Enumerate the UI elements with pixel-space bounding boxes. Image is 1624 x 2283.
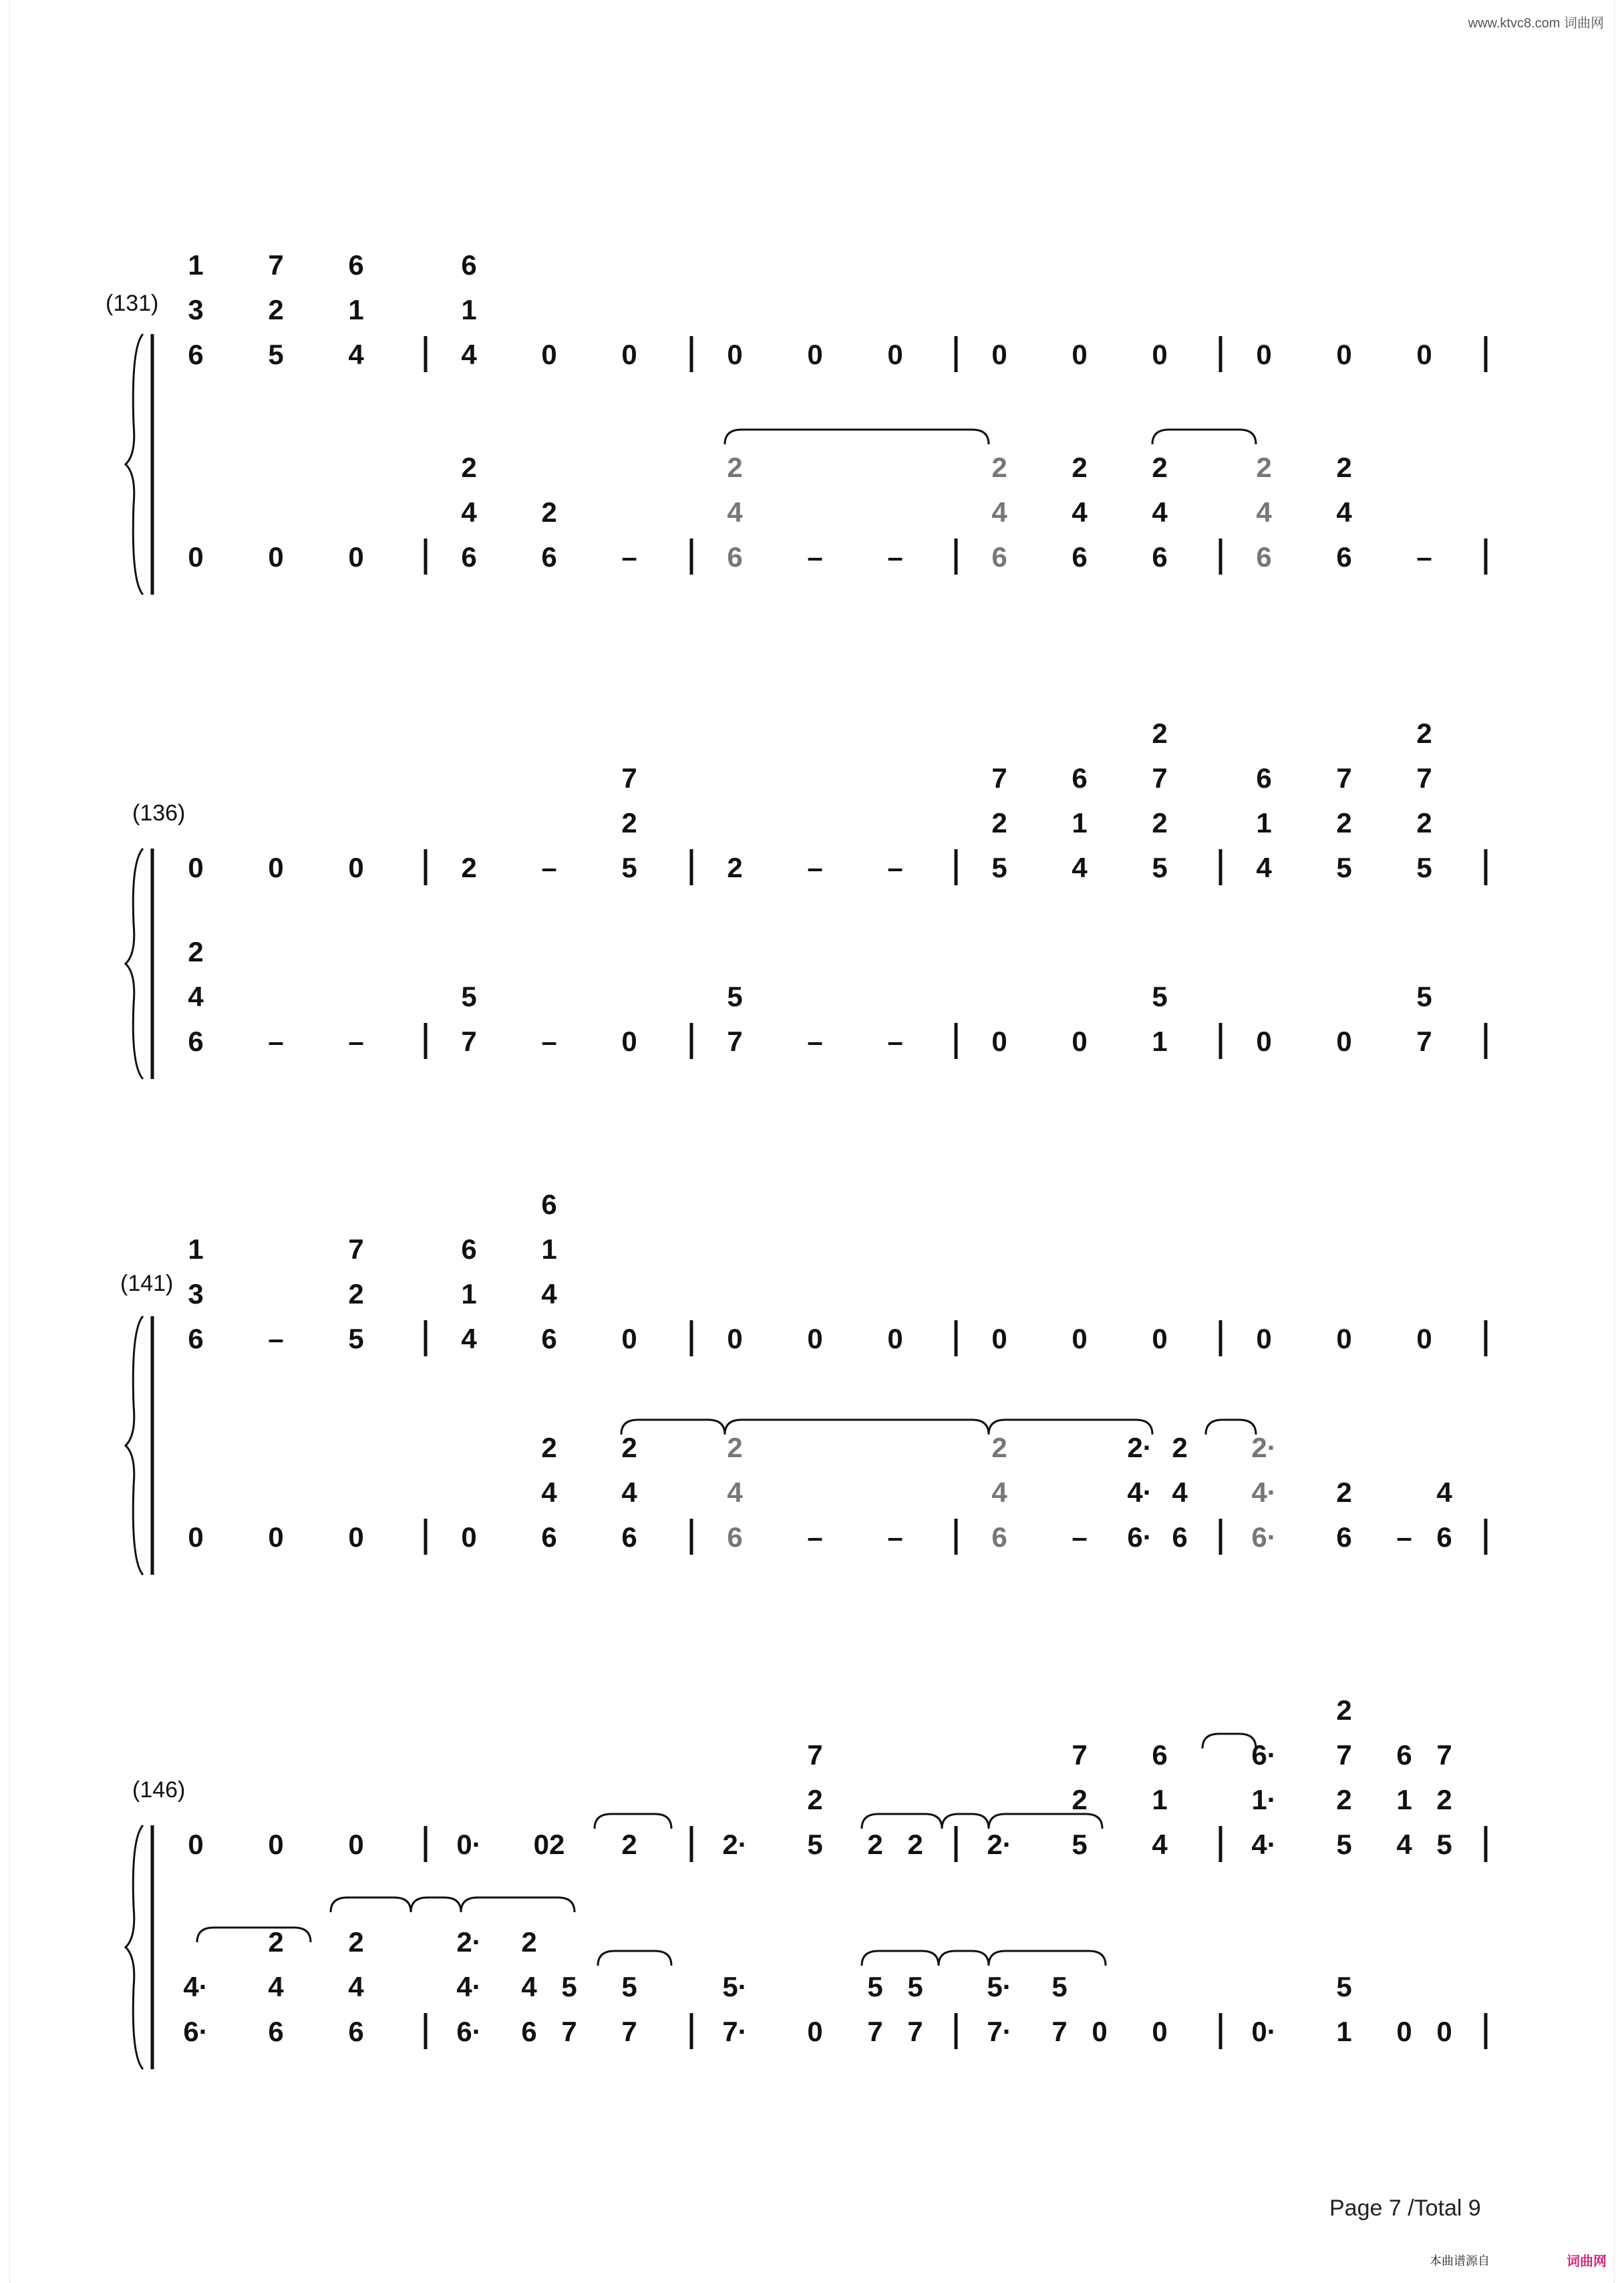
rest-note: 0· — [1251, 2016, 1277, 2047]
note-digit: 2 — [1072, 452, 1088, 483]
note-digit: 6 — [991, 1521, 1007, 1553]
note-digit: 5 — [991, 852, 1007, 883]
note-digit: 6 — [541, 1521, 557, 1553]
note-digit: 6 — [991, 541, 1007, 573]
note-digit: 5 — [268, 339, 284, 370]
rest-note: 0 — [1072, 1026, 1088, 1057]
note-digit: 2 — [907, 1829, 923, 1860]
note-digit: 6 — [188, 1323, 204, 1354]
rest-note: 0 — [348, 1521, 364, 1553]
note-digit: 4 — [1336, 496, 1352, 528]
note-digit: 2 — [461, 852, 477, 883]
note-digit: 2 — [621, 807, 637, 839]
rest-note: 0 — [1416, 1323, 1432, 1354]
note-digit: 6 — [521, 2016, 537, 2047]
note-digit: 2 — [1416, 807, 1432, 839]
note-digit: 3 — [188, 1278, 204, 1310]
note-digit: 1 — [1256, 807, 1272, 839]
note-digit: 5 — [1416, 981, 1432, 1012]
note-digit: 6 — [268, 2016, 284, 2047]
note-digit: 6 — [541, 1189, 557, 1220]
dash-mark: – — [807, 1521, 823, 1553]
note-digit: 3 — [188, 294, 204, 325]
note-digit: 2· — [1127, 1432, 1152, 1463]
note-digit: 4 — [1072, 852, 1088, 883]
rest-note: 0· — [456, 1829, 482, 1860]
dash-mark: – — [887, 1521, 903, 1553]
dash-mark: – — [541, 1026, 557, 1057]
dash-mark: – — [1416, 541, 1432, 573]
slur-tie — [725, 1420, 989, 1434]
rest-note: 0 — [621, 339, 637, 370]
rest-note: 0 — [887, 1323, 903, 1354]
note-digit: 1 — [348, 294, 364, 325]
note-digit: 7 — [727, 1026, 743, 1057]
note-digit: 5 — [727, 981, 743, 1012]
note-digit: 6 — [1336, 1521, 1352, 1553]
note-digit: 7 — [1072, 1739, 1088, 1771]
note-digit: 6 — [1172, 1521, 1188, 1553]
note-digit: 2 — [1256, 452, 1272, 483]
note-digit: 6· — [1127, 1521, 1152, 1553]
note-digit: 1 — [1396, 1784, 1412, 1815]
note-digit: 2· — [722, 1829, 748, 1860]
note-digit: 4 — [991, 496, 1007, 528]
note-digit: 4 — [461, 496, 477, 528]
note-digit: 2 — [727, 1432, 743, 1463]
rest-note: 0 — [1152, 1323, 1168, 1354]
note-digit: 1 — [1152, 1026, 1168, 1057]
note-digit: 6 — [1256, 541, 1272, 573]
rest-note: 0 — [1336, 1323, 1352, 1354]
note-digit: 6· — [1251, 1739, 1277, 1771]
rest-note: 0 — [1256, 339, 1272, 370]
note-digit: 1· — [1251, 1784, 1277, 1815]
note-digit: 2· — [987, 1829, 1012, 1860]
note-digit: 4· — [1251, 1477, 1277, 1508]
note-digit: 4 — [188, 981, 204, 1012]
rest-note: 0 — [621, 1026, 637, 1057]
slur-tie — [862, 1951, 939, 1966]
note-digit: 6 — [461, 249, 477, 281]
note-digit: 4 — [1256, 496, 1272, 528]
rest-note: 0 — [268, 541, 284, 573]
note-digit: 2 — [348, 1278, 364, 1310]
note-digit: 2 — [268, 1926, 284, 1958]
rest-note: 0 — [1072, 1323, 1088, 1354]
note-digit: 6 — [348, 249, 364, 281]
note-digit: 4 — [541, 1278, 557, 1310]
note-digit: 5· — [987, 1971, 1012, 2002]
rest-note: 0 — [541, 339, 557, 370]
slur-tie — [939, 1951, 989, 1966]
rest-note: 0 — [188, 1829, 204, 1860]
note-digit: 5 — [1336, 1829, 1352, 1860]
note-digit: 6· — [183, 2016, 208, 2047]
note-digit: 6 — [541, 541, 557, 573]
note-digit: 6 — [621, 1521, 637, 1553]
rest-note: 0 — [991, 1026, 1007, 1057]
note-digit: 4 — [461, 339, 477, 370]
note-digit: 2 — [348, 1926, 364, 1958]
note-digit: 6 — [461, 541, 477, 573]
rest-note: 0 — [268, 1829, 284, 1860]
note-digit: 1 — [541, 1233, 557, 1265]
note-digit: 4 — [461, 1323, 477, 1354]
note-digit: 4 — [1152, 496, 1168, 528]
note-digit: 7 — [1336, 762, 1352, 794]
rest-note: 0 — [1396, 2016, 1412, 2047]
note-digit: 7· — [722, 2016, 748, 2047]
system-brace — [126, 1316, 143, 1575]
note-digit: 2 — [1152, 718, 1168, 749]
note-digit: 1 — [461, 1278, 477, 1310]
note-digit: 7· — [987, 2016, 1012, 2047]
note-digit: 5· — [722, 1971, 748, 2002]
rest-note: 0 — [188, 852, 204, 883]
note-digit: 4 — [541, 1477, 557, 1508]
dash-mark: – — [1072, 1521, 1088, 1553]
note-digit: 6 — [727, 541, 743, 573]
note-digit: 6 — [727, 1521, 743, 1553]
note-digit: 2 — [1336, 1784, 1352, 1815]
note-digit: 2 — [541, 1432, 557, 1463]
note-digit: 5 — [1072, 1829, 1088, 1860]
note-digit: 6 — [1256, 762, 1272, 794]
rest-note: 0 — [621, 1323, 637, 1354]
note-digit: 2· — [1251, 1432, 1277, 1463]
note-digit: 6 — [1336, 541, 1352, 573]
note-digit: 5 — [561, 1971, 577, 2002]
note-digit: 2 — [1336, 1694, 1352, 1726]
page-indicator: Page 7 /Total 9 — [1329, 2195, 1481, 2221]
note-digit: 2 — [461, 452, 477, 483]
note-digit: 7 — [867, 2016, 883, 2047]
note-digit: 6 — [1396, 1739, 1412, 1771]
slur-tie — [1206, 1420, 1256, 1434]
note-digit: 2 — [1152, 807, 1168, 839]
note-digit: 2 — [1436, 1784, 1452, 1815]
note-digit: 7 — [461, 1026, 477, 1057]
rest-note: 0 — [807, 2016, 823, 2047]
measure-number: (131) — [106, 291, 159, 316]
note-digit: 2 — [621, 1829, 637, 1860]
note-digit: 5 — [1152, 852, 1168, 883]
note-digit: 2 — [867, 1829, 883, 1860]
note-digit: 2 — [991, 807, 1007, 839]
credit-text: 本曲谱源自 — [1430, 2254, 1490, 2268]
note-digit: 7 — [621, 762, 637, 794]
rest-note: 0 — [991, 1323, 1007, 1354]
brand-logo: 词曲网 — [1567, 2254, 1607, 2269]
slur-tie — [461, 1897, 575, 1912]
note-digit: 4 — [1072, 496, 1088, 528]
rest-note: 0 — [188, 541, 204, 573]
rest-note: 0 — [1256, 1026, 1272, 1057]
note-digit: 2 — [268, 294, 284, 325]
note-digit: 6· — [456, 2016, 482, 2047]
slur-tie — [1152, 430, 1256, 444]
dash-mark: – — [807, 541, 823, 573]
note-digit: 2 — [727, 852, 743, 883]
rest-note: 0 — [1092, 2016, 1108, 2047]
rest-note: 0 — [1336, 339, 1352, 370]
note-digit: 4 — [268, 1971, 284, 2002]
note-digit: 4 — [348, 1971, 364, 2002]
slur-tie — [862, 1814, 942, 1829]
note-digit: 2 — [807, 1784, 823, 1815]
rest-note: 0 — [1336, 1026, 1352, 1057]
note-digit: 4 — [727, 496, 743, 528]
note-digit: 7 — [561, 2016, 577, 2047]
note-digit: 4· — [183, 1971, 208, 2002]
note-digit: 5 — [621, 852, 637, 883]
note-digit: 4 — [1436, 1477, 1452, 1508]
note-digit: 2 — [621, 1432, 637, 1463]
slur-tie — [598, 1951, 671, 1966]
note-digit: 7 — [1152, 762, 1168, 794]
note-digit: 7 — [991, 762, 1007, 794]
note-digit: 6 — [1072, 541, 1088, 573]
slur-tie — [942, 1814, 989, 1829]
note-digit: 6· — [1251, 1521, 1277, 1553]
note-digit: 6 — [348, 2016, 364, 2047]
note-digit: 6 — [541, 1323, 557, 1354]
dash-mark: – — [541, 852, 557, 883]
note-digit: 5 — [867, 1971, 883, 2002]
note-digit: 2· — [456, 1926, 482, 1958]
dash-mark: – — [268, 1323, 284, 1354]
dash-mark: – — [887, 1026, 903, 1057]
note-digit: 2 — [1152, 452, 1168, 483]
note-digit: 5 — [461, 981, 477, 1012]
rest-note: 0 — [1436, 2016, 1452, 2047]
note-digit: 5 — [1152, 981, 1168, 1012]
note-digit: 6 — [1152, 541, 1168, 573]
note-digit: 2 — [521, 1926, 537, 1958]
note-digit: 4 — [727, 1477, 743, 1508]
note-digit: 7 — [621, 2016, 637, 2047]
note-digit: 1 — [1072, 807, 1088, 839]
note-digit: 5 — [1051, 1971, 1068, 2002]
slur-tie — [197, 1928, 311, 1942]
note-digit: 7 — [1416, 762, 1432, 794]
slur-tie — [989, 1951, 1106, 1966]
note-digit: 6 — [461, 1233, 477, 1265]
rest-note: 02 — [533, 1829, 565, 1860]
note-digit: 7 — [807, 1739, 823, 1771]
note-digit: 7 — [907, 2016, 923, 2047]
site-header: www.ktvc8.com 词曲网 — [1468, 16, 1604, 31]
rest-note: 0 — [887, 339, 903, 370]
note-digit: 2 — [541, 496, 557, 528]
slur-tie — [331, 1897, 411, 1912]
note-digit: 2 — [991, 452, 1007, 483]
slur-tie — [595, 1814, 671, 1829]
dash-mark: – — [348, 1026, 364, 1057]
note-digit: 4· — [456, 1971, 482, 2002]
note-digit: 7 — [348, 1233, 364, 1265]
rest-note: 0 — [727, 339, 743, 370]
note-digit: 4 — [1396, 1829, 1412, 1860]
note-digit: 7 — [1051, 2016, 1068, 2047]
rest-note: 0 — [348, 1829, 364, 1860]
rest-note: 0 — [807, 1323, 823, 1354]
note-digit: 5 — [621, 1971, 637, 2002]
note-digit: 2 — [1416, 718, 1432, 749]
note-digit: 2 — [991, 1432, 1007, 1463]
note-digit: 1 — [188, 1233, 204, 1265]
slur-tie — [989, 1814, 1102, 1829]
note-digit: 6 — [1436, 1521, 1452, 1553]
note-digit: 4 — [991, 1477, 1007, 1508]
rest-note: 0 — [1152, 339, 1168, 370]
note-digit: 5 — [1336, 1971, 1352, 2002]
note-digit: 7 — [268, 249, 284, 281]
rest-note: 0 — [1416, 339, 1432, 370]
note-digit: 1 — [1152, 1784, 1168, 1815]
note-digit: 1 — [461, 294, 477, 325]
note-digit: 4 — [1256, 852, 1272, 883]
note-digit: 7 — [1336, 1739, 1352, 1771]
note-digit: 5 — [1336, 852, 1352, 883]
rest-note: 0 — [188, 1521, 204, 1553]
measure-number: (146) — [132, 1777, 186, 1803]
system-brace — [126, 849, 143, 1079]
note-digit: 2 — [1336, 452, 1352, 483]
dash-mark: – — [268, 1026, 284, 1057]
rest-note: 0 — [348, 541, 364, 573]
note-digit: 2 — [1072, 1784, 1088, 1815]
dash-mark: – — [621, 541, 637, 573]
rest-note: 0 — [1152, 2016, 1168, 2047]
system-brace — [126, 1825, 143, 2069]
note-digit: 4· — [1251, 1829, 1277, 1860]
note-digit: 6 — [1072, 762, 1088, 794]
note-digit: 5 — [807, 1829, 823, 1860]
note-digit: 4 — [1172, 1477, 1188, 1508]
note-digit: 2 — [1172, 1432, 1188, 1463]
rest-note: 0 — [807, 339, 823, 370]
dash-mark: – — [887, 852, 903, 883]
dash-mark: – — [1396, 1521, 1412, 1553]
note-digit: 7 — [1436, 1739, 1452, 1771]
note-digit: 2 — [1336, 1477, 1352, 1508]
rest-note: 0 — [1072, 339, 1088, 370]
rest-note: 0 — [348, 852, 364, 883]
note-digit: 5 — [348, 1323, 364, 1354]
note-digit: 5 — [1436, 1829, 1452, 1860]
note-digit: 4 — [621, 1477, 637, 1508]
note-digit: 2 — [188, 936, 204, 967]
rest-note: 0 — [268, 852, 284, 883]
note-digit: 4 — [348, 339, 364, 370]
note-digit: 6 — [1152, 1739, 1168, 1771]
measure-number: (141) — [120, 1271, 174, 1296]
note-digit: 5 — [907, 1971, 923, 2002]
rest-note: 0 — [1256, 1323, 1272, 1354]
measure-number: (136) — [132, 800, 186, 826]
rest-note: 0 — [727, 1323, 743, 1354]
rest-note: 0 — [991, 339, 1007, 370]
note-digit: 4 — [1152, 1829, 1168, 1860]
note-digit: 1 — [1336, 2016, 1352, 2047]
note-digit: 4 — [521, 1971, 537, 2002]
note-digit: 2 — [727, 452, 743, 483]
slur-tie — [725, 430, 989, 444]
slur-tie — [411, 1897, 461, 1912]
slur-tie — [1202, 1734, 1256, 1748]
note-digit: 4· — [1127, 1477, 1152, 1508]
note-digit: 5 — [1416, 852, 1432, 883]
system-brace — [126, 334, 143, 595]
dash-mark: – — [807, 852, 823, 883]
note-digit: 7 — [1416, 1026, 1432, 1057]
note-digit: 6 — [188, 339, 204, 370]
note-digit: 1 — [188, 249, 204, 281]
rest-note: 0 — [461, 1521, 477, 1553]
rest-note: 0 — [268, 1521, 284, 1553]
note-digit: 6 — [188, 1026, 204, 1057]
dash-mark: – — [887, 541, 903, 573]
note-digit: 2 — [1336, 807, 1352, 839]
dash-mark: – — [807, 1026, 823, 1057]
